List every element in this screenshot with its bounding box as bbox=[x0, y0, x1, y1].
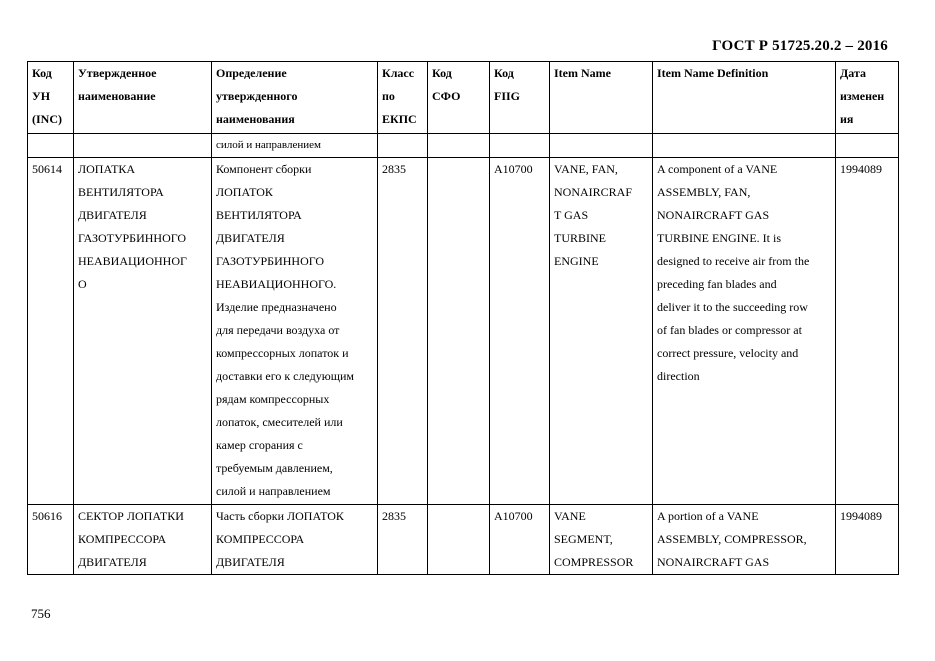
cell-inc: 50616 bbox=[28, 505, 74, 575]
header-item-name: Item Name bbox=[550, 62, 653, 134]
table-row bbox=[28, 158, 899, 505]
cell-sfo bbox=[428, 158, 490, 505]
cell-item-name-definition: A portion of a VANE ASSEMBLY, COMPRESSOR, NONAIRCRAFT GAS bbox=[653, 505, 836, 575]
page-number: 756 bbox=[31, 606, 51, 621]
cell-empty bbox=[550, 134, 653, 158]
registry-table bbox=[27, 61, 899, 575]
cell-empty bbox=[428, 134, 490, 158]
header-approved-name: Утвержденное наименование bbox=[74, 62, 212, 134]
cell-approved-name: СЕКТОР ЛОПАТКИ КОМПРЕССОРА ДВИГАТЕЛЯ bbox=[74, 505, 212, 575]
cell-inc: 50614 bbox=[28, 158, 74, 505]
cell-sfo bbox=[428, 505, 490, 575]
cell-definition: силой и направлением bbox=[212, 134, 378, 158]
cell-class: 2835 bbox=[378, 505, 428, 575]
header-class: Класс по ЕКПС bbox=[378, 62, 428, 134]
cell-empty bbox=[74, 134, 212, 158]
cell-item-name: VANE SEGMENT, COMPRESSOR bbox=[550, 505, 653, 575]
header-sfo: Код СФО bbox=[428, 62, 490, 134]
header-inc: Код УН (INC) bbox=[28, 62, 74, 134]
cell-fiig: A10700 bbox=[490, 158, 550, 505]
header-definition: Определение утвержденного наименования bbox=[212, 62, 378, 134]
cell-change-date: 1994089 bbox=[836, 505, 899, 575]
table-header-row bbox=[28, 62, 899, 134]
cell-empty bbox=[378, 134, 428, 158]
cell-approved-name: ЛОПАТКА ВЕНТИЛЯТОРА ДВИГАТЕЛЯ ГАЗОТУРБИННОГО НЕАВИАЦИОННОГ О bbox=[74, 158, 212, 505]
cell-empty bbox=[490, 134, 550, 158]
cell-empty bbox=[836, 134, 899, 158]
cell-fiig: A10700 bbox=[490, 505, 550, 575]
cell-change-date: 1994089 bbox=[836, 158, 899, 505]
cell-item-name-definition: A component of a VANE ASSEMBLY, FAN, NONAIRCRAFT GAS TURBINE ENGINE. It is designed to receive air from the preceding fan blades and deliver it to the succeeding row of fan blades or compressor at correct pressure, velocity and direction bbox=[653, 158, 836, 505]
document-title: ГОСТ Р 51725.20.2 – 2016 bbox=[712, 38, 888, 54]
header-change-date: Дата изменен ия bbox=[836, 62, 899, 134]
table-row-continuation bbox=[28, 134, 899, 158]
cell-empty bbox=[653, 134, 836, 158]
table-row bbox=[28, 505, 899, 575]
cell-item-name: VANE, FAN, NONAIRCRAF T GAS TURBINE ENGINE bbox=[550, 158, 653, 505]
cell-definition: Компонент сборки ЛОПАТОК ВЕНТИЛЯТОРА ДВИГАТЕЛЯ ГАЗОТУРБИННОГО НЕАВИАЦИОННОГО. Изделие предназначено для передачи воздуха от компрессорных лопаток и доставки его к следующим рядам компрессорных лопаток, смесителей или камер сгорания с требуемым давлением, силой и направлением bbox=[212, 158, 378, 505]
cell-class: 2835 bbox=[378, 158, 428, 505]
cell-definition: Часть сборки ЛОПАТОК КОМПРЕССОРА ДВИГАТЕЛЯ bbox=[212, 505, 378, 575]
header-fiig: Код FIIG bbox=[490, 62, 550, 134]
header-item-name-definition: Item Name Definition bbox=[653, 62, 836, 134]
cell-empty bbox=[28, 134, 74, 158]
